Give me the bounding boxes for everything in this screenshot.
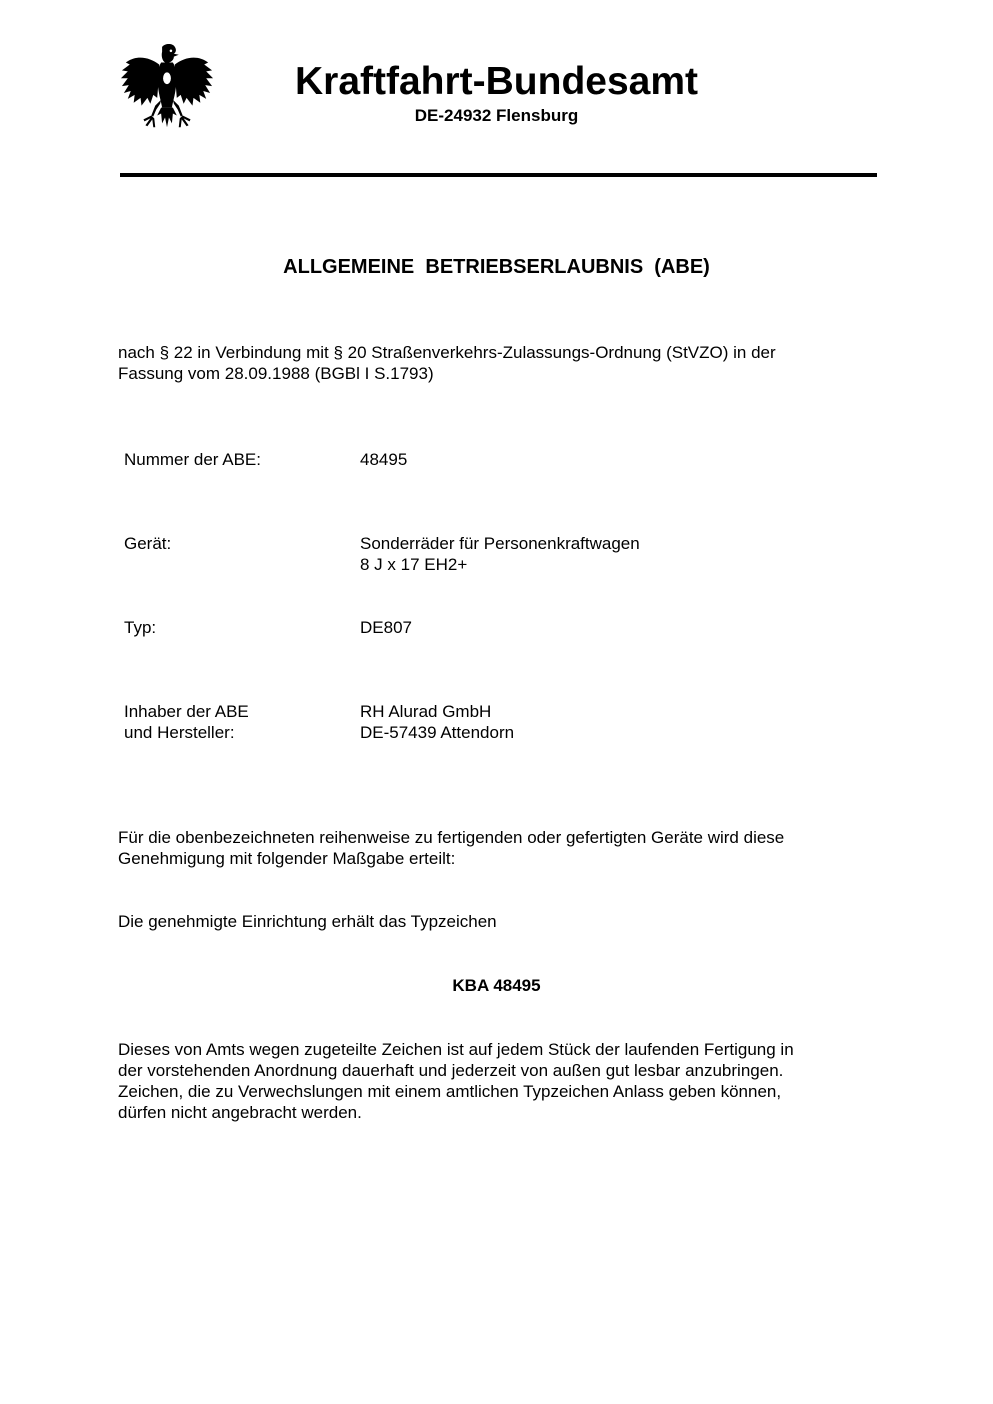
label-text: Typ: [124,618,157,637]
text-line: Genehmigung mit folgender Maßgabe erteilt: [118,849,456,868]
value-text: Sonderräder für Personenkraftwagen [360,534,640,553]
text-line: nach § 22 in Verbindung mit § 20 Straßenverkehrs-Zulassungs-Ordnung (StVZO) in der [118,343,776,362]
value-text: 48495 [360,450,408,469]
field-label-type [124,617,156,638]
field-value-number [360,449,407,470]
value-text: DE807 [360,618,412,637]
field-label-device [124,533,171,554]
text-line: der vorstehenden Anordnung dauerhaft und jederzeit von außen gut lesbar anzubringen. [118,1061,784,1080]
field-value-type [360,617,412,638]
value-text: RH Alurad GmbH [360,702,492,721]
text-line: Dieses von Amts wegen zugeteilte Zeichen ist auf jedem Stück der laufenden Fertigung in [118,1040,794,1059]
field-value-holder [360,701,514,743]
field-value-device [360,533,640,575]
label-text: Gerät: [124,534,172,553]
label-text: Inhaber der ABE [124,702,249,721]
text-line: dürfen nicht angebracht werden. [118,1103,362,1122]
label-text: und Hersteller: [124,723,235,742]
type-mark-intro [118,911,878,932]
authority-name: Kraftfahrt-Bundesamt [294,60,699,103]
text-line: Für die obenbezeichneten reihenweise zu fertigenden oder gefertigten Geräte wird diese [118,828,785,847]
authority-address: DE-24932 Flensburg [414,106,579,125]
text-line: Fassung vom 28.09.1988 (BGBl I S.1793) [118,364,434,383]
legal-basis [118,342,878,384]
text-line: Die genehmigte Einrichtung erhält das Typzeichen [118,912,497,931]
approval-text [118,827,878,869]
field-label-number [124,449,261,470]
text-line: Zeichen, die zu Verwechslungen mit einem amtlichen Typzeichen Anlass geben können, [118,1082,782,1101]
document-title: ALLGEMEINE BETRIEBSERLAUBNIS (ABE) [283,256,710,278]
value-text: 8 J x 17 EH2+ [360,555,468,574]
header-divider [120,173,877,177]
type-mark: KBA 48495 [452,976,541,995]
value-text: DE-57439 Attendorn [360,723,515,742]
closing-text [118,1039,878,1123]
label-text: Nummer der ABE: [124,450,261,469]
field-label-holder [124,701,249,743]
